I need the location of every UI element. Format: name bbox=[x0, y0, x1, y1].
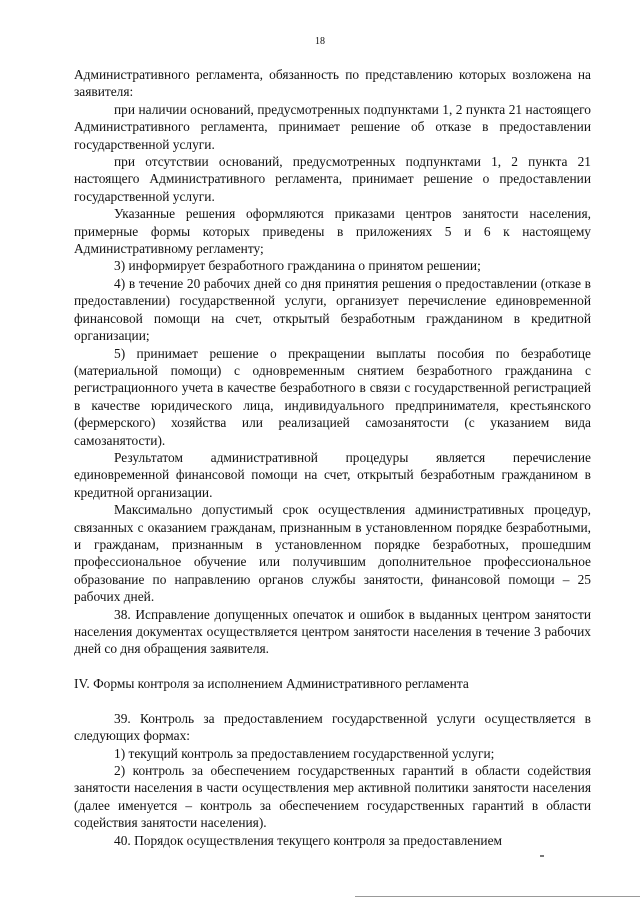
paragraph-38: 38. Исправление допущенных опечаток и ошибок в выданных центром занятости населения документах осуществляется центром занятости населения в течение 3 рабочих дней со дня обращения заявителя. bbox=[74, 606, 591, 657]
list-item-4: 4) в течение 20 рабочих дней со дня принятия решения о предоставлении (отказе в предоставлении) государственной услуги, организует перечисление единовременной финансовой помощи на счет, открытый безработным гражданином в кредитной организации; bbox=[74, 275, 591, 344]
document-body bbox=[74, 66, 591, 849]
paragraph-continuation: Административного регламента, обязанность по представлению которых возложена на заявителя: bbox=[74, 67, 591, 100]
paragraph-grant-decision: при отсутствии оснований, предусмотренных подпунктами 1, 2 пункта 21 настоящего Административного регламента, принимает решение о предоставлении государственной услуги. bbox=[74, 154, 591, 204]
list-item-5: 5) принимает решение о прекращении выплаты пособия по безработице (материальной помощи) с одновременным снятием безработного гражданина с регистрационного учета в качестве безработного в связи с государственной регистрацией в качестве юридического лица, индивидуального предпринимателя, крестьянского (фермерского) хозяйства или реализацией самозанятости (с указанием вида самозанятости). bbox=[74, 345, 591, 448]
paragraph-39: 39. Контроль за предоставлением государственной услуги осуществляется в следующих формах: bbox=[74, 710, 591, 744]
list-item-guarantees-control: 2) контроль за обеспечением государственных гарантий в области содействия занятости населения в части осуществления мер активной политики занятости населения (далее именуется – контроль за обеспечением государственных гарантий в области содействия занятости населения). bbox=[74, 763, 591, 831]
paragraph-40: 40. Порядок осуществления текущего контроля за предоставлением bbox=[114, 832, 502, 848]
section-heading: IV. Формы контроля за исполнением Административного регламента bbox=[74, 675, 469, 691]
paragraph-procedure-result: Результатом административной процедуры является перечисление единовременной финансовой помощи на счет, открытый безработным гражданином в кредитной организации. bbox=[74, 449, 591, 500]
list-item-current-control: 1) текущий контроль за предоставлением государственной услуги; bbox=[114, 745, 495, 761]
scan-speck bbox=[540, 855, 544, 857]
paragraph-decision-forms: Указанные решения оформляются приказами центров занятости населения, примерные формы которых приведены в приложениях 5 и 6 к настоящему Административному регламенту; bbox=[74, 206, 591, 257]
paragraph-max-term: Максимально допустимый срок осуществления административных процедур, связанных с оказанием гражданам, признанным в установленном порядке безработными, и гражданам, признанным в установленном порядке безработных, прошедшим профессиональное обучение или получившим дополнительное профессиональное образование по направлению органов службы занятости, финансовой помощи – 25 рабочих дней. bbox=[74, 502, 591, 605]
paragraph-refusal-decision: при наличии оснований, предусмотренных подпунктами 1, 2 пункта 21 настоящего Административного регламента, принимает решение об отказе в предоставлении государственной услуги. bbox=[74, 101, 591, 152]
list-item-3: 3) информирует безработного гражданина о принятом решении; bbox=[114, 258, 481, 274]
scan-edge-line bbox=[355, 896, 640, 897]
page-number: 18 bbox=[315, 36, 325, 47]
